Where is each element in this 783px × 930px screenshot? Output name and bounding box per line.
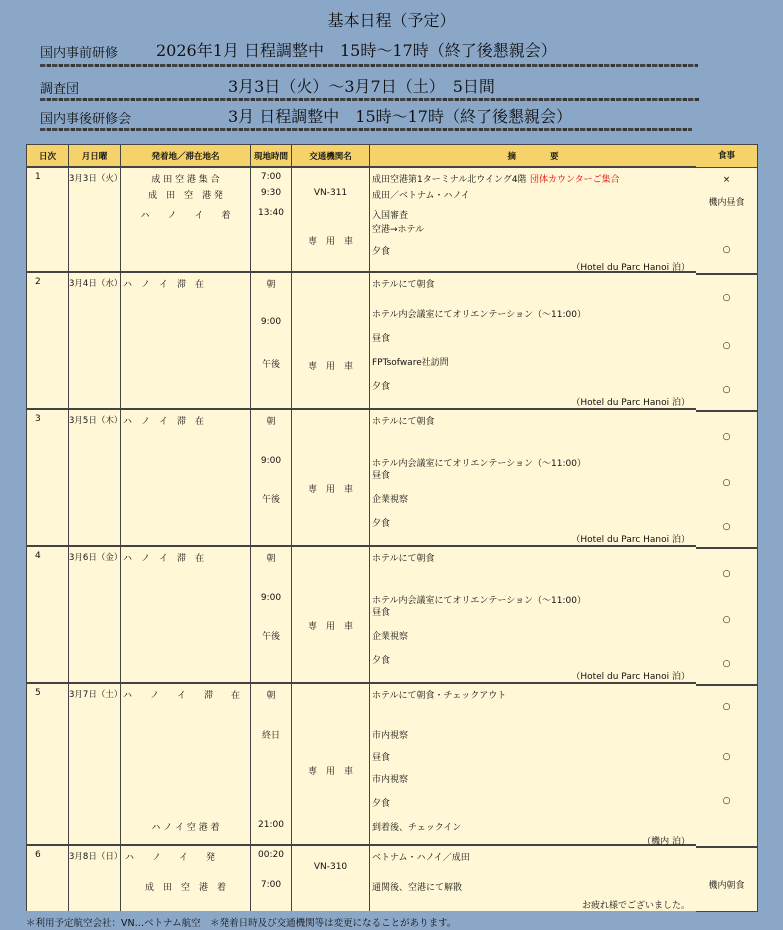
meals-cell: 機内朝食 xyxy=(708,881,745,891)
cell-notes: 成田空港第1ターミナル北ウイング4階 団体カウンターご集合 成田／ベトナム・ハノイ 入国審査 空港→ホテル 夕食 （Hotel du Parc Hanoi 泊） xyxy=(370,167,697,272)
cell-day: 3 xyxy=(27,409,69,546)
col-header-transport: 交通機関名 xyxy=(292,145,370,168)
table-row xyxy=(27,167,697,272)
footnote: ＊利用予定航空会社：VN…ベトナム航空 ＊発着日時及び交通機関等は変更になることがあります。 xyxy=(26,918,457,929)
cell-notes: ベトナム・ハノイ／成田 通関後、空港にて解散 お疲れ様でございました。 xyxy=(370,845,697,911)
meals-cell: × 機内昼食 ○ xyxy=(696,167,757,275)
table-row xyxy=(27,683,697,845)
stay-note: （Hotel du Parc Hanoi 泊） xyxy=(571,535,690,545)
cell-day: 1 xyxy=(27,167,69,272)
meals-cell: ○ ○ ○ xyxy=(696,412,757,549)
cell-time: 朝 終日 21:00 xyxy=(251,683,292,845)
cell-place: ハ ノ イ 滞 在 ハ ノ イ 空 港 着 xyxy=(121,683,251,845)
cell-date: 3月8日（日） xyxy=(69,845,121,911)
header-row-value: 3月3日（火）～3月7日（土） 5日間 xyxy=(228,77,495,96)
cell-time: 朝 9:00 午後 xyxy=(251,409,292,546)
underline-decoration xyxy=(40,64,698,67)
cell-transport: VN-310 xyxy=(292,845,370,911)
cell-transport: 専 用 車 xyxy=(292,546,370,683)
stay-note: （Hotel du Parc Hanoi 泊） xyxy=(571,672,690,682)
cell-transport: VN-311 専 用 車 xyxy=(292,167,370,272)
header-row-label: 調査団 xyxy=(40,82,80,97)
cell-time: 朝 9:00 午後 xyxy=(251,546,292,683)
header-row-label: 国内事後研修会 xyxy=(40,112,132,127)
cell-notes: ホテルにて朝食・チェックアウト 市内視察 昼食 市内視察 夕食 到着後、チェックイン （機内 泊） xyxy=(370,683,697,845)
cell-transport: 専 用 車 xyxy=(292,683,370,845)
header-row-value: 3月 日程調整中 15時～17時（終了後懇親会） xyxy=(228,107,572,126)
cell-date: 3月6日（金） xyxy=(69,546,121,683)
cell-time: 7:00 9:30 13:40 xyxy=(251,167,292,272)
meals-cell: ○ ○ ○ xyxy=(696,275,757,412)
meals-cell: ○ ○ ○ xyxy=(696,549,757,686)
cell-transport: 専 用 車 xyxy=(292,409,370,546)
col-header-place: 発着地／滞在地名 xyxy=(121,145,251,168)
col-header-day: 日次 xyxy=(27,145,69,168)
cell-place: ハ ノ イ 滞 在 xyxy=(121,272,251,409)
cell-day: 5 xyxy=(27,683,69,845)
cell-date: 3月3日（火） xyxy=(69,167,121,272)
cell-notes: ホテルにて朝食 ホテル内会議室にてオリエンテーション（～11:00） 昼食 FPTsofware社訪問 夕食 （Hotel du Parc Hanoi 泊） xyxy=(370,272,697,409)
cell-day: 4 xyxy=(27,546,69,683)
col-header-meals: 食事 xyxy=(696,145,757,168)
cell-date: 3月7日（土） xyxy=(69,683,121,845)
cell-place: 成 田 空 港 集 合 成 田 空 港 発 ハ ノ イ 着 xyxy=(121,167,251,272)
cell-date: 3月4日（水） xyxy=(69,272,121,409)
closing-note: お疲れ様でございました。 xyxy=(581,901,690,911)
cell-day: 6 xyxy=(27,845,69,911)
cell-place: ハ ノ イ 滞 在 xyxy=(121,546,251,683)
table-row xyxy=(27,546,697,683)
table-row xyxy=(27,845,697,911)
cell-place: ハ ノ イ 発 成 田 空 港 着 xyxy=(121,845,251,911)
underline-decoration xyxy=(40,128,692,131)
cell-notes: ホテルにて朝食 ホテル内会議室にてオリエンテーション（～11:00） 昼食 企業視察 夕食 （Hotel du Parc Hanoi 泊） xyxy=(370,409,697,546)
schedule-header xyxy=(0,0,783,144)
cell-transport: 専 用 車 xyxy=(292,272,370,409)
table-header-row xyxy=(27,145,697,168)
schedule-table xyxy=(26,144,697,911)
cell-day: 2 xyxy=(27,272,69,409)
col-header-date: 月日曜 xyxy=(69,145,121,168)
meals-cell: ○ ○ ○ xyxy=(696,686,757,848)
table-row xyxy=(27,272,697,409)
header-row-value: 2026年1月 日程調整中 15時～17時（終了後懇親会） xyxy=(156,41,557,60)
page-title: 基本日程（予定） xyxy=(327,11,456,30)
stay-note: （機内 泊） xyxy=(642,837,690,847)
stay-note: （Hotel du Parc Hanoi 泊） xyxy=(571,263,690,273)
cell-date: 3月5日（木） xyxy=(69,409,121,546)
meeting-point-note: 団体カウンターご集合 xyxy=(530,175,620,185)
meals-column xyxy=(696,144,758,912)
underline-decoration xyxy=(40,98,700,101)
col-header-time: 現地時間 xyxy=(251,145,292,168)
col-header-notes: 摘 要 xyxy=(370,145,697,168)
cell-notes: ホテルにて朝食 ホテル内会議室にてオリエンテーション（～11:00） 昼食 企業視察 夕食 （Hotel du Parc Hanoi 泊） xyxy=(370,546,697,683)
cell-place: ハ ノ イ 滞 在 xyxy=(121,409,251,546)
header-row-label: 国内事前研修 xyxy=(40,46,119,61)
stay-note: （Hotel du Parc Hanoi 泊） xyxy=(571,398,690,408)
cell-time: 朝 9:00 午後 xyxy=(251,272,292,409)
cell-time: 00:20 7:00 xyxy=(251,845,292,911)
table-row xyxy=(27,409,697,546)
